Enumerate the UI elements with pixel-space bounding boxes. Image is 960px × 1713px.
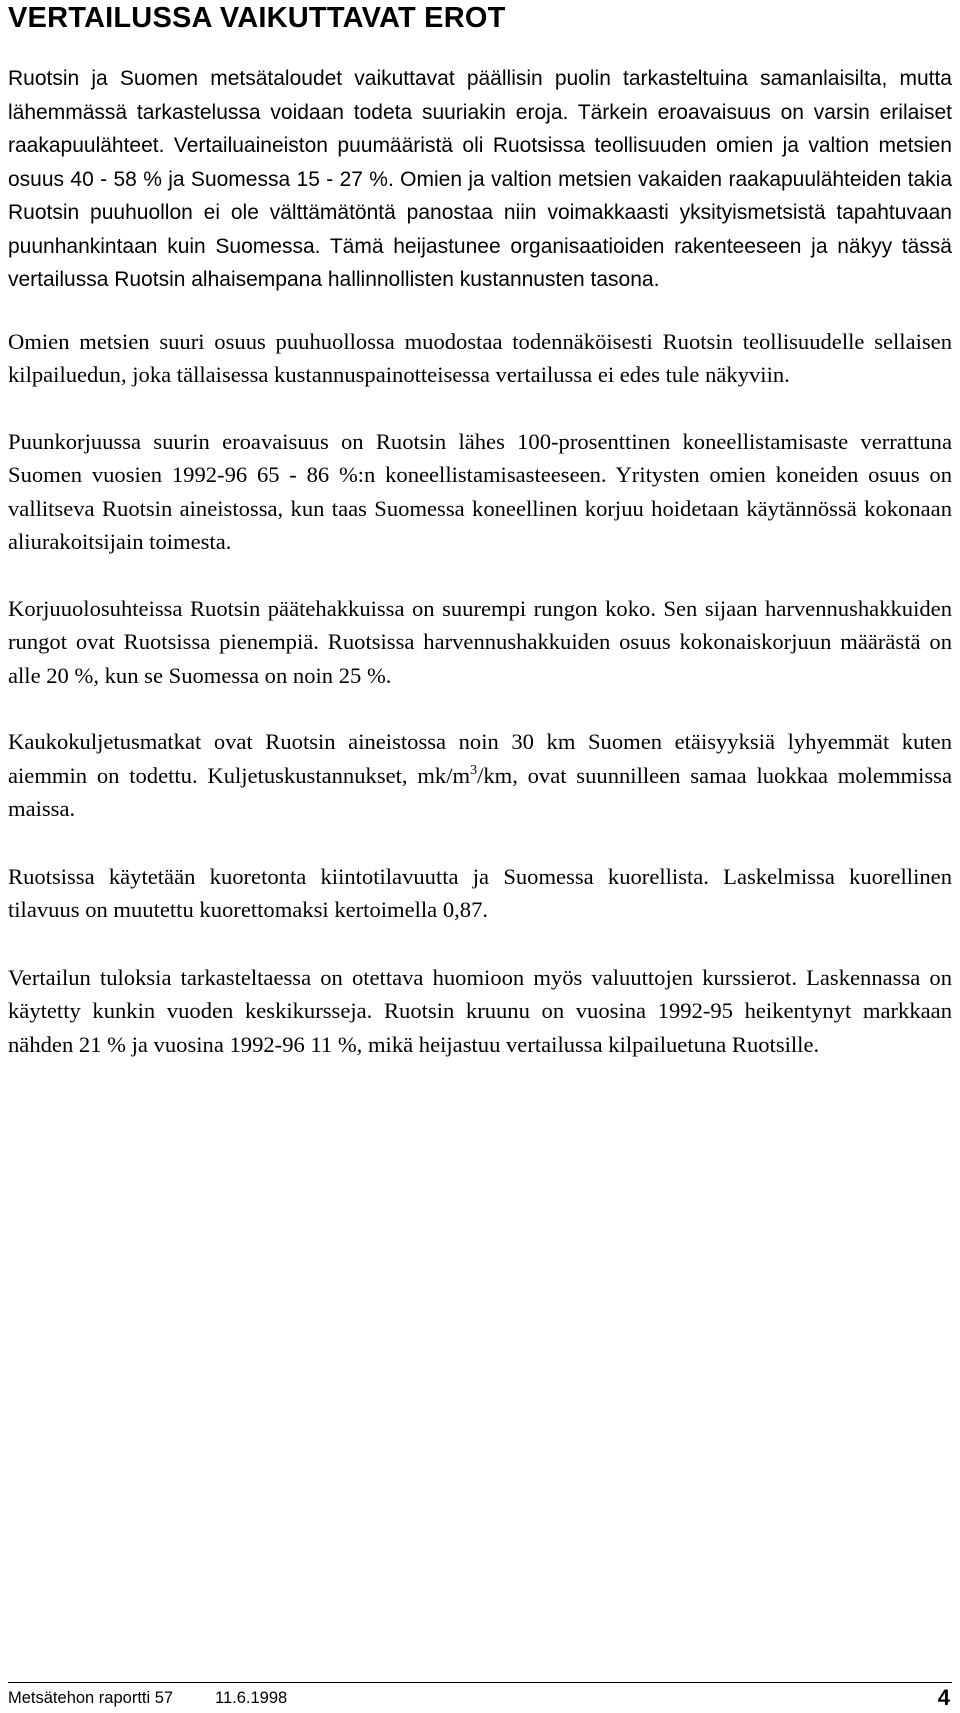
footer-date: 11.6.1998	[215, 1689, 288, 1707]
transport-text-end: /km, ovat suunnilleen samaa luokkaa molemmissa maissa.	[8, 762, 952, 821]
document-page	[8, 0, 952, 1061]
paragraph-volume-measurement: Ruotsissa käytetään kuoretonta kiintotilavuutta ja Suomessa kuorellista. Laskelmissa kuorellinen tilavuus on muutettu kuorettomaksi kertoimella 0,87.	[8, 863, 952, 922]
footer-page-number: 4	[937, 1685, 950, 1710]
paragraph-raw-material-sources: Ruotsin ja Suomen metsätaloudet vaikuttavat päällisin puolin tarkasteltuina samanlaisilta, mutta lähemmässä tarkastelussa voidaan todeta suuriakin eroja. Tärkein eroavaisuus on varsin erilaiset raakapuulähteet. Vertailuaineiston puumääristä oli Ruotsissa teollisuuden omien ja valtion metsien osuus 40 - 58 % ja Suomessa 15 - 27 %. Omien ja valtion metsien vakaiden raakapuulähteiden takia Ruotsin puuhuollon ei ole välttämätöntä panostaa niin voimakkaasti yksityismetsistä tapahtuvaan puunhankintaan kuin Suomessa. Tämä heijastunee organisaatioiden rakenteeseen ja näkyy tässä vertailussa Ruotsin alhaisempana hallinnollisten kustannusten tasona.	[8, 67, 952, 291]
transport-text-start: Kaukokuljetusmatkat ovat Ruotsin aineistossa noin 30 km Suomen etäisyyksiä lyhyemmät kuten aiemmin on todettu. Kuljetuskustannukset, mk/m	[8, 729, 952, 788]
page-footer	[8, 1686, 952, 1710]
paragraph-transport-distances	[8, 725, 952, 826]
cubic-superscript: 3	[470, 762, 478, 778]
paragraph-harvesting-mechanization: Puunkorjuussa suurin eroavaisuus on Ruotsin lähes 100-prosenttinen koneellistamisaste verrattuna Suomen vuosien 1992-96 65 - 86 %:n koneellistamisasteeseen. Yritysten omien koneiden osuus on vallitseva Ruotsin aineistossa, kun taas Suomessa koneellinen korjuu hoidetaan käytännössä kokonaan aliurakoitsijain toimesta.	[8, 428, 952, 554]
footer-divider	[8, 1682, 952, 1683]
paragraph-own-forests-advantage: Omien metsien suuri osuus puuhuollossa muodostaa todennäköisesti Ruotsin teollisuudelle sellaisen kilpailuedun, joka tällaisessa kustannuspainotteisessa vertailussa ei edes tule näkyviin.	[8, 328, 952, 387]
footer-publication: Metsätehon raportti 57	[8, 1689, 174, 1707]
paragraph-currency-differences: Vertailun tuloksia tarkasteltaessa on otettava huomioon myös valuuttojen kurssierot. Laskennassa on käytetty kunkin vuoden keskikursseja. Ruotsin kruunu on vuosina 1992-95 heikentynyt markkaan nähden 21 % ja vuosina 1992-96 11 %, mikä heijastuu vertailussa kilpailuetuna Ruotsille.	[8, 964, 952, 1057]
paragraph-harvesting-conditions: Korjuuolosuhteissa Ruotsin päätehakkuissa on suurempi rungon koko. Sen sijaan harvennushakkuiden rungot ovat Ruotsissa pienempiä. Ruotsissa harvennushakkuiden osuus kokonaiskorjuun määrästä on alle 20 %, kun se Suomessa on noin 25 %.	[8, 595, 952, 688]
section-heading: VERTAILUSSA VAIKUTTAVAT EROT	[8, 2, 506, 34]
